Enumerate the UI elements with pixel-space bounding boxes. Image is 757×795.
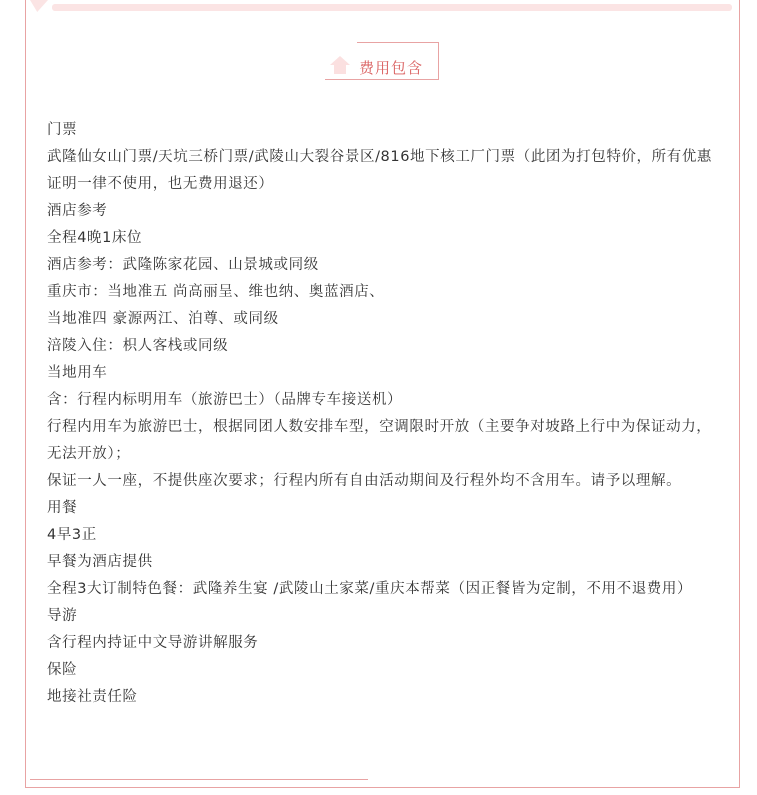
- title-border-right: [438, 42, 439, 80]
- category-heading: 门票: [47, 122, 78, 138]
- detail-line: 重庆市：当地准五 尚高丽呈、维也纳、奥蓝酒店、: [47, 284, 385, 300]
- home-icon: [329, 54, 351, 76]
- section-header: [325, 42, 441, 80]
- detail-line: 地接社责任险: [47, 689, 138, 705]
- detail-line: 行程内用车为旅游巴士，根据同团人数安排车型，空调限时开放（主要争对坡路上行中为保证动力，无法开放）；: [47, 419, 712, 462]
- detail-line: 酒店参考：武隆陈家花园、山景城或同级: [47, 257, 319, 273]
- detail-line: 武隆仙女山门票/天坑三桥门票/武陵山大裂谷景区/816地下核工厂门票（此团为打包特价，所有优惠证明一律不使用，也无费用退还）: [47, 149, 713, 192]
- detail-line: 早餐为酒店提供: [47, 554, 153, 570]
- detail-line: 4早3正: [47, 527, 97, 543]
- section-title: 费用包含: [359, 59, 424, 77]
- title-border-bottom: [325, 79, 439, 80]
- detail-line: 含：行程内标明用车（旅游巴士）（品牌专车接送机）: [47, 392, 403, 408]
- detail-line: 保证一人一座，不提供座次要求；行程内所有自由活动期间及行程外均不含用车。请予以理解。: [47, 473, 682, 489]
- bottom-divider: [30, 779, 368, 780]
- fee-details: [47, 117, 722, 711]
- category-heading: 当地用车: [47, 365, 108, 381]
- detail-line: 当地准四 豪源两江、泊尊、或同级: [47, 311, 279, 327]
- category-heading: 酒店参考: [47, 203, 108, 219]
- detail-line: 含行程内持证中文导游讲解服务: [47, 635, 259, 651]
- detail-line: 全程4晚1床位: [47, 230, 143, 246]
- detail-line: 全程3大订制特色餐：武隆养生宴 /武陵山土家菜/重庆本帮菜（因正餐皆为定制，不用不退费用）: [47, 581, 693, 597]
- category-heading: 用餐: [47, 500, 78, 516]
- category-heading: 导游: [47, 608, 78, 624]
- title-border-top: [357, 42, 439, 43]
- top-band-decoration: [52, 4, 732, 11]
- detail-line: 涪陵入住：枳人客栈或同级: [47, 338, 229, 354]
- category-heading: 保险: [47, 662, 78, 678]
